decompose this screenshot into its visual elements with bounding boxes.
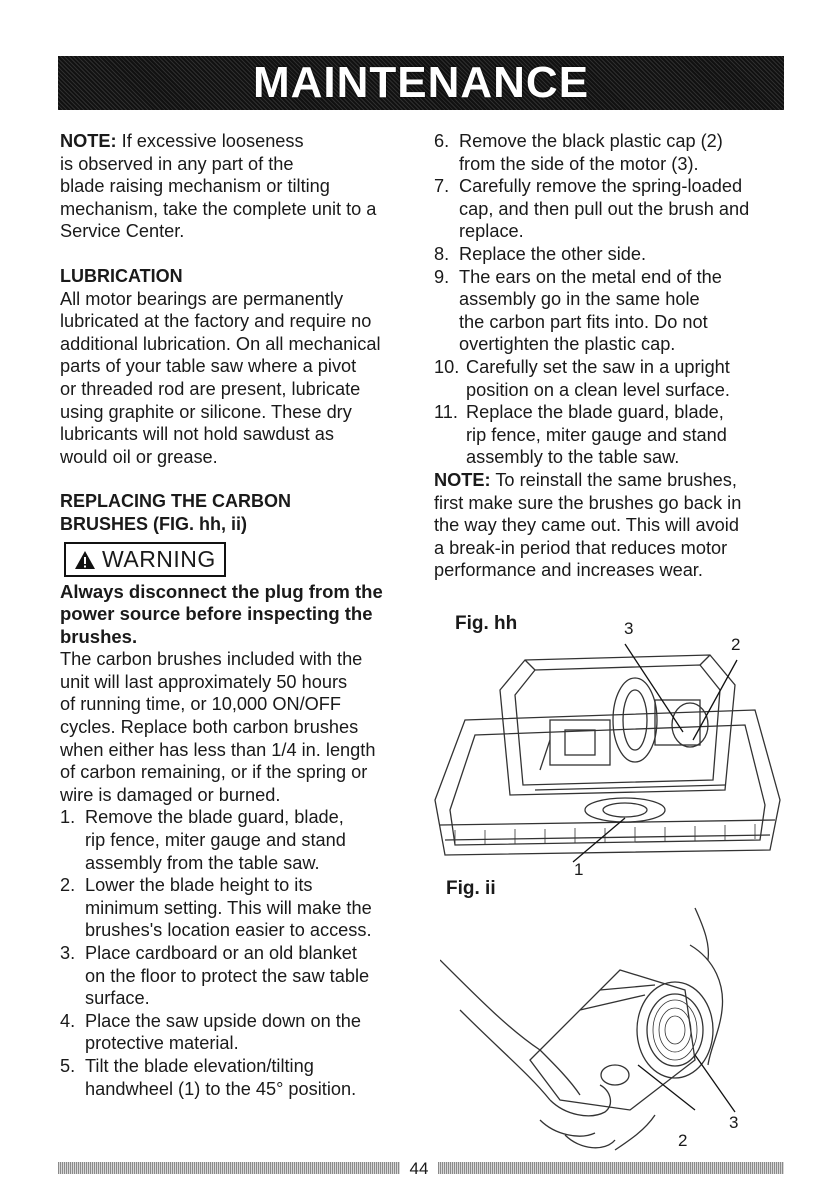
step-item <box>434 266 794 356</box>
step-line: Carefully set the saw in a upright <box>466 356 730 377</box>
lubrication-line: All motor bearings are permanently <box>60 288 344 309</box>
step-number: 7. <box>434 176 450 197</box>
brushes-line: cycles. Replace both carbon brushes <box>60 717 359 738</box>
step-number: 4. <box>60 1010 76 1031</box>
step-number: 8. <box>434 243 450 264</box>
step-item <box>434 130 794 175</box>
section-banner <box>58 56 784 110</box>
step-number: 3. <box>60 943 76 963</box>
step-line: cap, and then pull out the brush and <box>459 198 750 219</box>
step-line: Replace the other side. <box>459 243 647 264</box>
brushes-line: wire is damaged or burned. <box>60 784 281 805</box>
footer-rule-left <box>58 1162 400 1174</box>
note-line: Service Center. <box>60 221 185 242</box>
note-line: blade raising mechanism or tilting <box>60 176 330 197</box>
callout-3: 3 <box>729 1113 739 1132</box>
note-line: performance and increases wear. <box>434 560 703 581</box>
lubrication-line: additional lubrication. On all mechanical <box>60 333 381 354</box>
lubrication-line: would oil or grease. <box>60 446 218 467</box>
step-line: the carbon part fits into. Do not <box>459 311 708 332</box>
table-saw-upside-down-illustration <box>425 640 790 880</box>
step-number: 2. <box>60 875 76 896</box>
step-item <box>60 806 412 874</box>
hand-removing-brush-cap-illustration <box>440 890 760 1155</box>
warning-label: WARNING <box>102 546 216 573</box>
note-label: NOTE: <box>60 131 117 151</box>
note-line: a break-in period that reduces motor <box>434 537 728 558</box>
step-line: brushes's location easier to access. <box>85 920 372 941</box>
step-number: 9. <box>434 266 450 287</box>
step-item <box>434 401 794 469</box>
note-paragraph: NOTE: To reinstall the same brushes, <box>434 469 737 490</box>
note-line: is observed in any part of the <box>60 153 294 174</box>
callout-3: 3 <box>624 619 634 638</box>
step-number: 1. <box>60 807 76 828</box>
brushes-line: of running time, or 10,000 ON/OFF <box>60 694 342 715</box>
brushes-line: of carbon remaining, or if the spring or <box>60 762 368 783</box>
step-number: 10. <box>434 356 460 377</box>
step-line: rip fence, miter gauge and stand <box>466 424 727 445</box>
step-line: Remove the blade guard, blade, <box>85 807 344 828</box>
warning-triangle-icon <box>74 550 96 570</box>
note-line: first make sure the brushes go back in <box>434 492 742 513</box>
brushes-line: The carbon brushes included with the <box>60 649 363 670</box>
step-line: protective material. <box>85 1033 239 1054</box>
step-line: Carefully remove the spring-loaded <box>459 176 743 197</box>
brushes-heading: REPLACING THE CARBON <box>60 491 292 512</box>
step-line: surface. <box>85 988 150 1009</box>
note-label: NOTE: <box>434 469 491 490</box>
step-line: assembly go in the same hole <box>459 289 700 310</box>
footer-rule-right <box>438 1162 784 1174</box>
page-number: 44 <box>409 1159 429 1178</box>
step-item <box>60 874 412 942</box>
note-line: the way they came out. This will avoid <box>434 515 739 536</box>
lubrication-line: using graphite or silicone. These dry <box>60 401 352 422</box>
step-item <box>60 942 412 1010</box>
step-line: assembly from the table saw. <box>85 852 320 873</box>
step-line: minimum setting. This will make the <box>85 897 372 918</box>
figure-ii-label: Fig. ii <box>446 878 496 899</box>
step-number: 11. <box>434 402 458 423</box>
left-column <box>60 130 412 1100</box>
step-line: Remove the black plastic cap (2) <box>459 131 723 151</box>
step-line: Place cardboard or an old blanket <box>85 943 357 963</box>
figure-hh-label: Fig. hh <box>455 613 518 634</box>
step-line: on the floor to protect the saw table <box>85 965 370 986</box>
step-line: position on a clean level surface. <box>466 379 730 400</box>
callout-2: 2 <box>731 635 741 654</box>
right-column <box>434 130 794 582</box>
warning-text: brushes. <box>60 625 138 647</box>
step-line: The ears on the metal end of the <box>459 266 722 287</box>
brushes-line: unit will last approximately 50 hours <box>60 671 348 692</box>
step-item <box>60 1055 412 1100</box>
step-line: from the side of the motor (3). <box>459 153 699 174</box>
step-line: Tilt the blade elevation/tilting <box>85 1055 314 1076</box>
page-title: MAINTENANCE <box>252 58 590 107</box>
lubrication-line: lubricants will not hold sawdust as <box>60 424 334 445</box>
step-line: Replace the blade guard, blade, <box>466 402 724 423</box>
lubrication-heading: LUBRICATION <box>60 265 183 286</box>
brushes-heading: BRUSHES (FIG. hh, ii) <box>60 513 247 534</box>
step-line: handwheel (1) to the 45° position. <box>85 1078 357 1099</box>
step-number: 5. <box>60 1055 76 1076</box>
step-item <box>434 175 794 243</box>
step-line: rip fence, miter gauge and stand <box>85 830 346 851</box>
step-item <box>60 1010 412 1055</box>
step-item <box>434 243 794 266</box>
step-item <box>434 356 794 401</box>
step-number: 6. <box>434 131 450 151</box>
warning-text: Always disconnect the plug from the <box>60 580 383 602</box>
step-line: replace. <box>459 221 524 242</box>
callout-1: 1 <box>574 860 584 879</box>
brushes-line: when either has less than 1/4 in. length <box>60 739 376 760</box>
callout-2: 2 <box>678 1131 688 1150</box>
step-line: Place the saw upside down on the <box>85 1010 362 1031</box>
note-line: mechanism, take the complete unit to a <box>60 198 377 219</box>
warning-text: power source before inspecting the <box>60 603 373 625</box>
warning-box <box>64 542 226 577</box>
lubrication-line: parts of your table saw where a pivot <box>60 356 357 377</box>
lubrication-line: lubricated at the factory and require no <box>60 311 372 332</box>
step-line: assembly to the table saw. <box>466 447 680 468</box>
step-line: overtighten the plastic cap. <box>459 334 676 355</box>
note-paragraph: NOTE: If excessive looseness <box>60 131 304 151</box>
step-line: Lower the blade height to its <box>85 875 313 896</box>
lubrication-line: or threaded rod are present, lubricate <box>60 378 361 399</box>
